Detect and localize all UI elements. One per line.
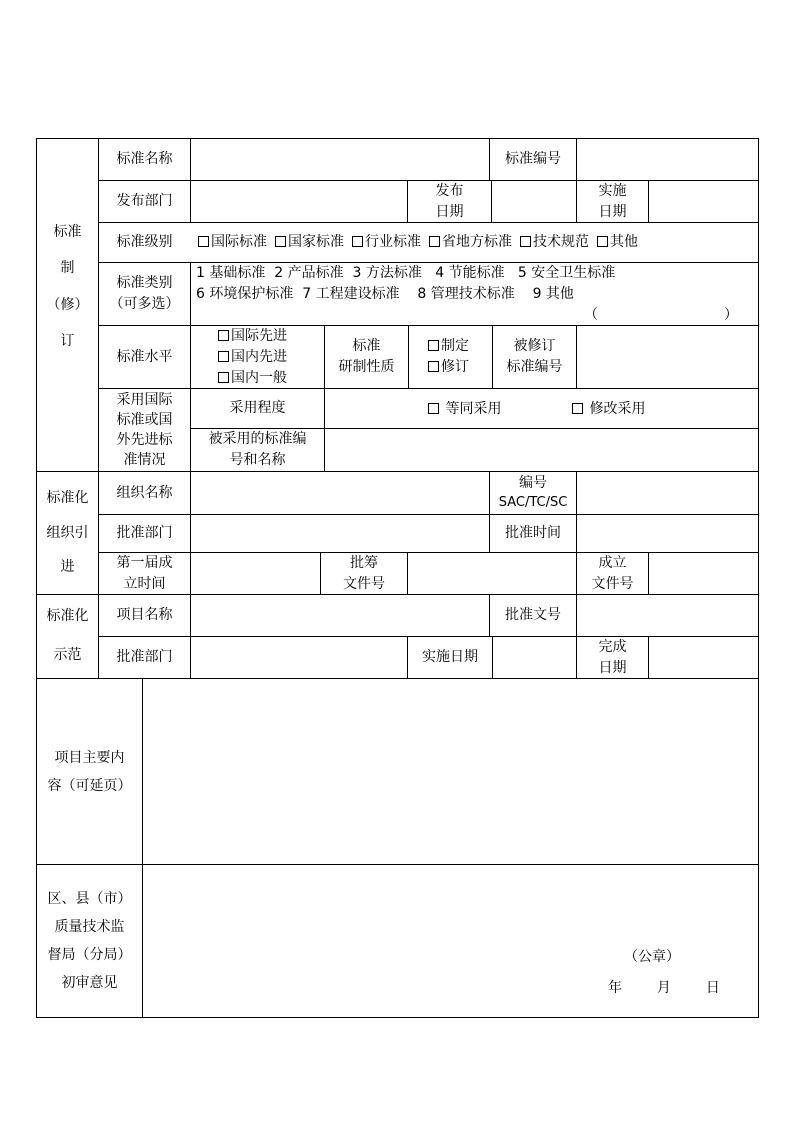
label-text: 发布部门 (116, 193, 173, 209)
issue-date-label (408, 181, 491, 222)
std-no-label (490, 139, 576, 180)
level-option-industry[interactable] (352, 232, 421, 253)
label-text: 第一届成 (116, 554, 173, 571)
impl-date-label (577, 181, 648, 222)
checkbox-icon[interactable] (520, 236, 531, 247)
checkbox-icon[interactable] (428, 340, 439, 351)
nature-option-formulate[interactable] (428, 336, 469, 357)
first-founded-label (99, 553, 190, 594)
std-no-field[interactable] (577, 139, 758, 180)
label-text: 号和名称 (229, 452, 286, 468)
impl-date2-label (408, 637, 492, 678)
label-text: （可多选） (109, 296, 180, 312)
label-text: 外先进标 (116, 432, 173, 448)
complete-date-field[interactable] (649, 637, 758, 678)
label-text: 日期 (435, 203, 464, 220)
dev-nature-label (325, 326, 408, 388)
label-text: 实施 (598, 182, 627, 199)
option-label: 行业标准 (365, 234, 421, 250)
revised-no-label (493, 326, 576, 388)
level-option-international[interactable] (198, 232, 267, 253)
label-text: 采用国际 (116, 392, 173, 408)
found-doc-label (577, 553, 648, 594)
issue-date-field[interactable] (492, 181, 576, 222)
level-option-provincial[interactable] (429, 232, 512, 253)
approval-doc-label (321, 553, 407, 594)
date-line (608, 977, 720, 997)
date-month: 月 (656, 980, 671, 996)
label-text: 标准或国 (116, 412, 173, 428)
checkbox-icon[interactable] (428, 403, 439, 414)
label-text: 批准文号 (505, 607, 561, 623)
checkbox-icon[interactable] (572, 403, 583, 414)
label-text: 准情况 (123, 452, 166, 468)
main-content-field[interactable] (143, 679, 758, 864)
complete-date-label (577, 637, 648, 678)
section-revision-label (37, 222, 98, 352)
revised-no-field[interactable] (577, 326, 758, 388)
label-text: 批筹 (350, 554, 378, 571)
option-label: 国际先进 (231, 327, 287, 344)
adopt-option-modify[interactable]: 修改采用 (572, 398, 645, 418)
issuer-field[interactable] (191, 181, 407, 222)
option-label: 国内一般 (231, 369, 287, 386)
label-text: 研制性质 (338, 359, 395, 375)
impl-date2-field[interactable] (493, 637, 576, 678)
review-label (37, 865, 142, 1017)
level2-option-domestic-advanced[interactable] (218, 347, 287, 368)
level-option-national[interactable] (275, 232, 344, 253)
label-text: 标准水平 (116, 348, 173, 365)
label-text: 组织名称 (116, 484, 173, 501)
label-text: 立时间 (123, 575, 166, 592)
option-label: 国内先进 (231, 348, 287, 365)
label-text: 质量技术监 (54, 919, 125, 935)
label-text: 区、县（市） (47, 891, 132, 907)
label-text: 标准化 (46, 490, 89, 506)
std-category-options[interactable] (196, 263, 756, 325)
project-name-label (99, 595, 190, 636)
label-text: 标准编号 (506, 359, 563, 375)
date-day: 日 (705, 980, 720, 996)
label-text: 日期 (598, 659, 627, 676)
label-text: 标准类别 (116, 275, 173, 291)
option-label: 技术规范 (533, 234, 589, 250)
dev-nature-options (428, 326, 490, 388)
level-option-tech-spec[interactable] (520, 232, 589, 253)
first-founded-field[interactable] (191, 553, 320, 594)
label-text: 批准部门 (116, 649, 173, 665)
label-text: 项目名称 (116, 607, 173, 623)
approve-dept2-label (99, 637, 190, 678)
section-demo-label (37, 606, 98, 666)
label-text: 日期 (598, 203, 627, 220)
checkbox-icon[interactable] (428, 361, 439, 372)
label-text: 实施日期 (422, 649, 478, 665)
approve-dept-label (99, 515, 190, 552)
label-text: 6 环境保护标准 7 工程建设标准 8 管理技术标准 9 其他 (196, 286, 574, 302)
label-text: 采用程度 (229, 400, 286, 416)
adopt-degree-label (191, 389, 324, 428)
main-content-label (37, 679, 142, 864)
label-text: 订 (60, 332, 75, 349)
label-text: 被修订 (513, 338, 556, 354)
option-label: 制定 (441, 338, 469, 354)
label-text: 标准名称 (116, 151, 173, 167)
label-text: SAC/TC/SC (498, 495, 568, 510)
adopted-std-label (191, 429, 324, 471)
option-label: 修订 (441, 359, 469, 375)
checkbox-icon[interactable] (429, 236, 440, 247)
checkbox-icon[interactable] (275, 236, 286, 247)
label-text: 组织引 (46, 524, 89, 541)
label-text: 批准时间 (505, 525, 561, 541)
date-year: 年 (608, 980, 622, 996)
checkbox-icon[interactable] (218, 330, 229, 341)
approval-no-label (490, 595, 576, 636)
label-text: 标准 (352, 338, 381, 354)
label-text: 标准化 (46, 608, 89, 624)
level-option-other[interactable] (597, 232, 638, 253)
level2-option-intl-advanced[interactable] (218, 326, 287, 347)
label-text: （修） (46, 296, 89, 313)
label-text: 发布 (435, 182, 464, 199)
std-level2-options (218, 326, 322, 388)
std-level-options (198, 223, 756, 262)
label-text: 项目主要内 (54, 749, 125, 766)
level2-option-domestic-general[interactable] (218, 368, 287, 389)
impl-date-field[interactable] (649, 181, 758, 222)
adopted-std-field[interactable] (325, 429, 758, 471)
label-text: 1 基础标准 2 产品标准 3 方法标准 4 节能标准 5 安全卫生标准 (196, 265, 616, 281)
org-name-field[interactable] (191, 472, 489, 514)
label-text: 编号 (519, 475, 547, 491)
label-text: 文件号 (343, 575, 385, 592)
option-label: 国际标准 (211, 234, 267, 250)
checkbox-icon[interactable] (218, 351, 229, 362)
option-label: 国家标准 (288, 234, 344, 250)
std-category-label (99, 263, 190, 325)
seal-text: （公章） (624, 949, 680, 965)
vertical-rule (758, 138, 759, 1018)
section-org-label (37, 488, 98, 578)
approve-dept2-field[interactable] (191, 637, 407, 678)
label-text: 标准级别 (116, 234, 173, 250)
approve-dept-field[interactable] (191, 515, 489, 552)
checkbox-icon[interactable] (218, 372, 229, 383)
label-text: 标准 (53, 224, 82, 240)
project-name-field[interactable] (191, 595, 489, 636)
nature-option-revise[interactable] (428, 357, 469, 378)
label-text: 完成 (598, 638, 627, 655)
adopt-option-equal[interactable]: 等同采用 (428, 398, 501, 418)
vertical-rule (408, 325, 409, 389)
label-text: 示范 (53, 647, 82, 663)
org-name-label (99, 472, 190, 514)
other-category-field[interactable]: （ ） (584, 307, 738, 323)
label-text: 制 (60, 260, 75, 277)
checkbox-icon[interactable] (597, 236, 608, 247)
label-text: 督局（分局） (47, 947, 132, 963)
adoption-label (99, 389, 190, 471)
found-doc-field[interactable] (649, 553, 758, 594)
checkbox-icon[interactable] (198, 236, 209, 247)
label-text: 标准编号 (505, 151, 561, 167)
std-name-field[interactable] (191, 139, 489, 180)
label-text: 进 (60, 559, 75, 575)
option-label: 省地方标准 (442, 234, 512, 250)
label-text: 成立 (598, 554, 627, 571)
label-text: 初审意见 (61, 975, 118, 991)
label-text: 批准部门 (116, 525, 173, 541)
label-text: 被采用的标准编 (208, 431, 307, 447)
org-code-field[interactable] (577, 472, 758, 514)
horizontal-rule (36, 1017, 759, 1018)
issuer-label (99, 181, 190, 222)
label-text: 容（可延页） (47, 777, 132, 794)
approval-no-field[interactable] (577, 595, 758, 636)
approve-time-label (490, 515, 576, 552)
option-label: 其他 (610, 234, 638, 250)
approve-time-field[interactable] (577, 515, 758, 552)
std-name-label (99, 139, 190, 180)
std-level2-label (99, 326, 190, 388)
std-level-label (99, 223, 190, 262)
label-text: 文件号 (591, 575, 634, 592)
org-code-label (490, 472, 576, 514)
approval-doc-field[interactable] (408, 553, 576, 594)
checkbox-icon[interactable] (352, 236, 363, 247)
